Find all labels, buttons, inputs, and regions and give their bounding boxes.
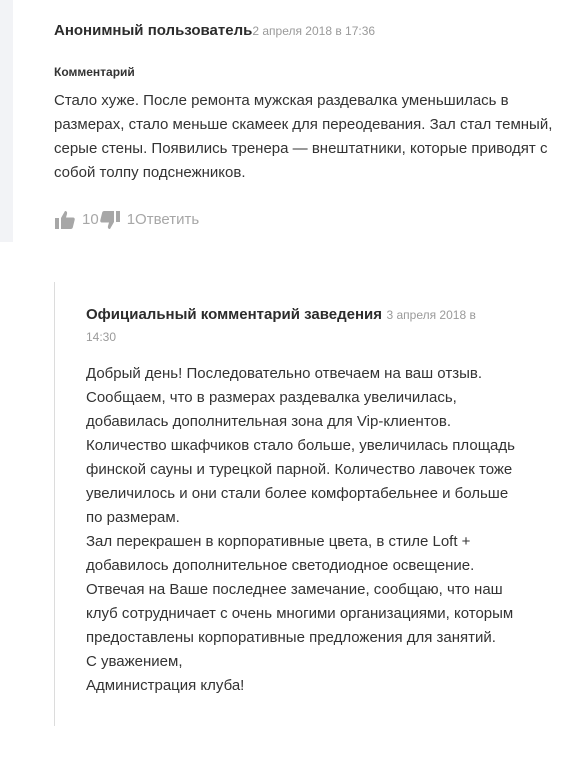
official-reply	[54, 282, 555, 726]
official-reply-line: Добрый день! Последовательно отвечаем на ваш отзыв.	[86, 365, 482, 382]
official-reply-line: Сообщаем, что в размерах раздевалка увеличилась, добавилась дополнительная зона для Vip-клиентов.	[86, 389, 457, 430]
official-reply-date: 3 апреля 2018 в 14:30	[86, 308, 476, 344]
official-reply-header	[86, 304, 506, 348]
like-control	[54, 209, 99, 231]
review-actions	[54, 209, 199, 231]
review-header	[54, 20, 375, 42]
review-text: Стало хуже. После ремонта мужская раздевалка уменьшилась в размерах, стало меньше скамеек для переодевания. Зал стал темный, серые стены. Появились тренера — внештатники, которые приводят с собой толпу подснежников.	[54, 92, 553, 181]
official-reply-line: С уважением,	[86, 653, 183, 670]
official-reply-text	[86, 362, 526, 698]
review-author: Анонимный пользователь	[54, 22, 253, 39]
review-date: 2 апреля 2018 в 17:36	[252, 24, 376, 38]
official-reply-line: Зал перекрашен в корпоративные цвета, в стиле Loft + добавилось дополнительное светодиодное освещение.	[86, 533, 475, 574]
official-reply-line: Администрация клуба!	[86, 677, 245, 694]
thumbs-down-icon[interactable]	[99, 209, 121, 231]
comment-section-label: Комментарий	[54, 65, 135, 79]
dislike-count: 1	[126, 211, 136, 228]
review-side-bar	[0, 0, 13, 242]
thumbs-up-icon[interactable]	[54, 209, 76, 231]
like-count: 10	[82, 211, 99, 228]
official-reply-line: Отвечая на Ваше последнее замечание, сообщаю, что наш клуб сотрудничает с очень многими организациями, которым предоставлены корпоративные предложения для занятий.	[86, 581, 514, 646]
official-reply-line: Количество шкафчиков стало больше, увеличилась площадь финской сауны и турецкой парной. Количество лавочек тоже увеличилось и они стали более комфортабельнее и больше по размерам.	[86, 437, 515, 526]
dislike-control	[99, 209, 135, 231]
reply-button[interactable]: Ответить	[135, 211, 200, 228]
official-reply-author: Официальный комментарий заведения	[86, 306, 383, 323]
